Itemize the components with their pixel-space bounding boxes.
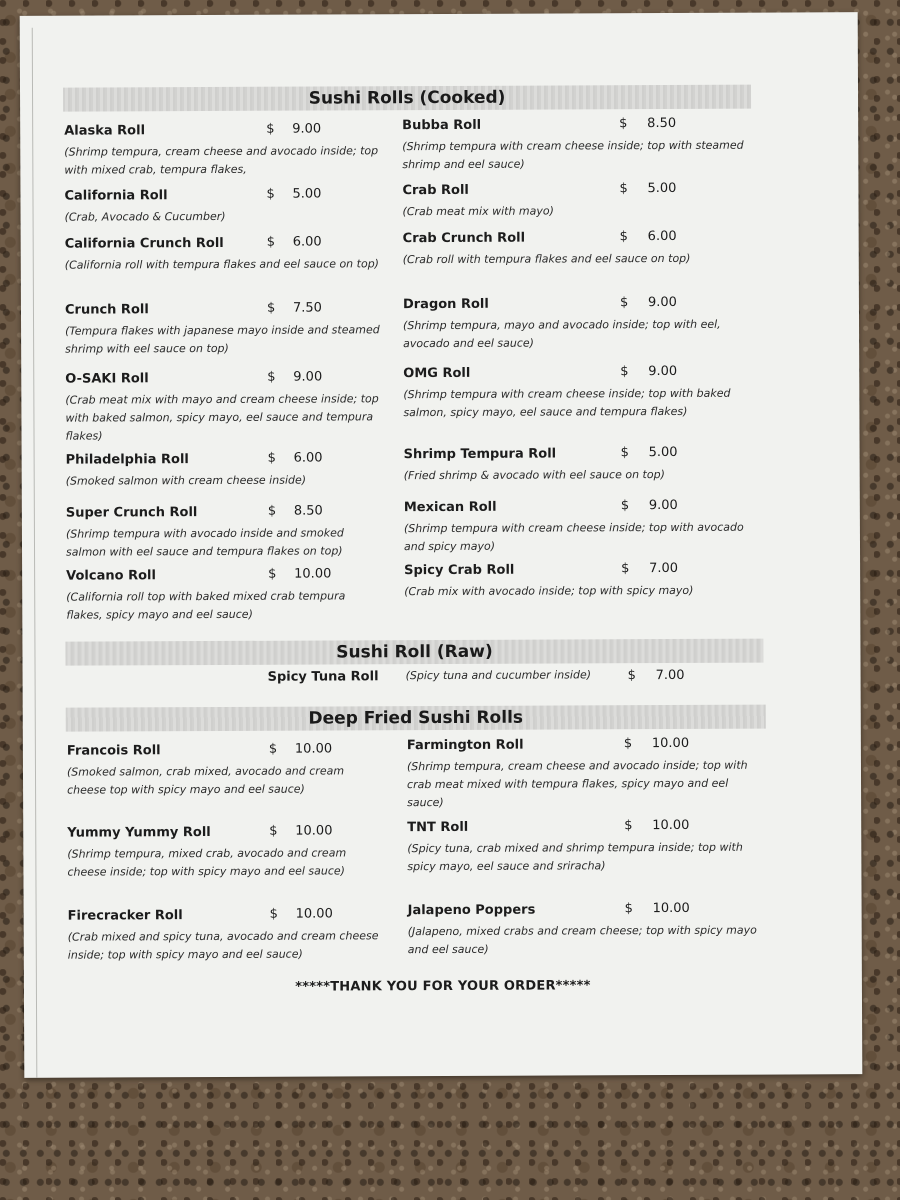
- section-header-cooked: [63, 85, 751, 112]
- item-price: 10.00: [294, 566, 332, 582]
- item-description: (Crab meat mix with mayo and cream cheese inside; top with baked salmon, spicy mayo, eel sauce and tempura flakes): [65, 392, 379, 443]
- currency-symbol: $: [619, 116, 628, 132]
- currency-symbol: $: [621, 561, 630, 577]
- item-description: (Spicy tuna and cucumber inside): [405, 668, 592, 683]
- item-name: Alaska Roll: [64, 123, 146, 139]
- menu-item: [407, 900, 768, 957]
- item-description: (Shrimp tempura, cream cheese and avocado inside; top with crab meat mixed with tempura flakes, spicy mayo and eel sauce): [406, 758, 748, 810]
- item-name: California Crunch Roll: [64, 235, 224, 252]
- currency-symbol: $: [266, 186, 275, 202]
- thank-you-footer: *****THANK YOU FOR YOUR ORDER*****: [295, 978, 591, 995]
- item-price: 10.00: [294, 741, 333, 757]
- menu-item: [66, 741, 427, 797]
- item-price: 5.00: [647, 180, 677, 197]
- item-description: (Shrimp tempura with cream cheese inside; top with avocado and spicy mayo): [403, 520, 744, 554]
- menu-item: [407, 817, 767, 874]
- item-price: 9.00: [648, 363, 678, 380]
- item-price: 5.00: [292, 186, 322, 202]
- menu-item: [402, 228, 763, 267]
- item-name: Bubba Roll: [402, 117, 482, 134]
- item-name: Crab Roll: [402, 182, 469, 199]
- section-header-raw: [65, 639, 763, 666]
- item-price: 8.50: [293, 503, 323, 519]
- item-price: 9.00: [648, 497, 678, 514]
- item-name: Spicy Crab Roll: [404, 562, 515, 579]
- menu-item: [67, 823, 427, 879]
- currency-symbol: $: [619, 181, 628, 197]
- section-header-fried: [66, 705, 766, 732]
- currency-symbol: $: [267, 503, 277, 519]
- item-name: Dragon Roll: [402, 296, 489, 313]
- item-description: (Shrimp tempura with avocado inside and smoked salmon with eel sauce and tempura flakes on top): [65, 526, 344, 559]
- item-description: (Crab meat mix with mayo): [402, 204, 554, 219]
- item-description: (Shrimp tempura, mixed crab, avocado and cream cheese inside; top with spicy mayo and eel sauce): [67, 846, 347, 879]
- currency-symbol: $: [266, 234, 275, 250]
- item-description: (Smoked salmon with cream cheese inside): [65, 473, 307, 488]
- menu-item: [65, 503, 426, 559]
- item-name: Crunch Roll: [64, 302, 149, 318]
- item-price: 7.00: [655, 667, 685, 684]
- currency-symbol: $: [619, 229, 628, 245]
- item-price: 10.00: [652, 817, 690, 834]
- item-price: 8.50: [647, 115, 677, 132]
- item-name: Philadelphia Roll: [65, 452, 189, 468]
- menu-item: [403, 497, 764, 554]
- menu-item: [64, 234, 425, 272]
- menu-item: [404, 560, 764, 599]
- item-price: 9.00: [292, 121, 322, 137]
- menu-item: [66, 566, 426, 622]
- item-description: (California roll top with baked mixed crab tempura flakes, spicy mayo and eel sauce): [66, 589, 346, 622]
- menu-item: [403, 444, 764, 483]
- item-description: (Shrimp tempura, cream cheese and avocado inside; top with mixed crab, tempura flakes,: [64, 144, 379, 177]
- item-description: (Crab mixed and spicy tuna, avocado and cream cheese inside; top with spicy mayo and eel sauce): [67, 929, 379, 962]
- item-price: 6.00: [647, 228, 677, 245]
- item-price: 7.00: [649, 560, 679, 577]
- item-price: 10.00: [651, 735, 690, 752]
- currency-symbol: $: [624, 818, 633, 834]
- currency-symbol: $: [267, 369, 276, 385]
- item-price: 9.00: [293, 369, 323, 385]
- currency-symbol: $: [268, 566, 277, 582]
- item-name: Francois Roll: [66, 743, 161, 759]
- item-description: (Smoked salmon, crab mixed, avocado and cream cheese top with spicy mayo and eel sauce): [66, 764, 345, 797]
- item-name: TNT Roll: [407, 819, 469, 836]
- item-name: Spicy Tuna Roll: [267, 669, 379, 685]
- item-name: Firecracker Roll: [67, 908, 183, 924]
- menu-item: [64, 121, 424, 177]
- item-price: 7.50: [292, 300, 322, 316]
- currency-symbol: $: [619, 295, 629, 311]
- currency-symbol: $: [623, 736, 633, 752]
- item-price: 6.00: [293, 450, 323, 466]
- currency-symbol: $: [620, 445, 629, 461]
- currency-symbol: $: [269, 906, 278, 922]
- menu-item: [64, 300, 425, 356]
- section-title: Deep Fried Sushi Rolls: [308, 707, 524, 729]
- item-name: California Roll: [64, 188, 168, 204]
- item-description: (California roll with tempura flakes and eel sauce on top): [64, 257, 379, 272]
- item-description: (Crab roll with tempura flakes and eel sauce on top): [402, 251, 691, 267]
- item-price: 10.00: [295, 906, 333, 922]
- item-price: 5.00: [648, 444, 678, 461]
- item-name: OMG Roll: [403, 365, 471, 382]
- item-description: (Jalapeno, mixed crabs and cream cheese; top with spicy mayo and eel sauce): [407, 923, 757, 957]
- item-description: (Spicy tuna, crab mixed and shrimp tempura inside; top with spicy mayo, eel sauce and sriracha): [407, 840, 743, 874]
- section-title: Sushi Roll (Raw): [336, 641, 493, 663]
- currency-symbol: $: [624, 901, 633, 917]
- menu-item: [65, 369, 425, 443]
- item-name: Shrimp Tempura Roll: [403, 446, 557, 463]
- item-price: 10.00: [295, 823, 333, 839]
- currency-symbol: $: [620, 498, 630, 514]
- item-name: Crab Crunch Roll: [402, 230, 526, 247]
- menu-item: [402, 294, 763, 351]
- section-title: Sushi Rolls (Cooked): [308, 87, 506, 109]
- menu-item: [403, 363, 763, 420]
- item-name: Volcano Roll: [66, 568, 156, 584]
- item-name: Mexican Roll: [403, 499, 497, 516]
- menu-item: [64, 186, 424, 224]
- item-price: 9.00: [647, 294, 677, 311]
- item-name: Farmington Roll: [406, 737, 524, 754]
- currency-symbol: $: [267, 450, 276, 466]
- item-price: 6.00: [292, 234, 322, 250]
- item-description: (Shrimp tempura with cream cheese inside; top with baked salmon, spicy mayo, eel sauce and tempura flakes): [403, 386, 731, 420]
- item-description: (Tempura flakes with japanese mayo inside and steamed shrimp with eel sauce on top): [65, 323, 380, 356]
- currency-symbol: $: [627, 668, 636, 684]
- item-description: (Crab mix with avocado inside; top with spicy mayo): [404, 583, 694, 599]
- item-price: 10.00: [652, 900, 690, 917]
- menu-page: [20, 12, 863, 1078]
- item-description: (Shrimp tempura with cream cheese inside; top with steamed shrimp and eel sauce): [402, 138, 744, 172]
- item-description: (Shrimp tempura, mayo and avocado inside; top with eel, avocado and eel sauce): [403, 317, 721, 351]
- currency-symbol: $: [268, 741, 278, 757]
- item-name: O-SAKI Roll: [65, 371, 149, 387]
- menu-item: [67, 906, 428, 962]
- menu-item: [402, 180, 762, 219]
- item-description: (Crab, Avocado & Cucumber): [64, 209, 226, 224]
- item-description: (Fried shrimp & avocado with eel sauce on top): [403, 468, 665, 483]
- currency-symbol: $: [266, 300, 276, 316]
- menu-item: [402, 115, 762, 172]
- currency-symbol: $: [269, 823, 278, 839]
- menu-item: [406, 735, 767, 810]
- currency-symbol: $: [266, 121, 275, 137]
- currency-symbol: $: [620, 364, 629, 380]
- menu-item: [65, 450, 426, 488]
- item-name: Jalapeno Poppers: [407, 902, 536, 919]
- item-name: Yummy Yummy Roll: [67, 825, 211, 841]
- item-name: Super Crunch Roll: [65, 505, 198, 521]
